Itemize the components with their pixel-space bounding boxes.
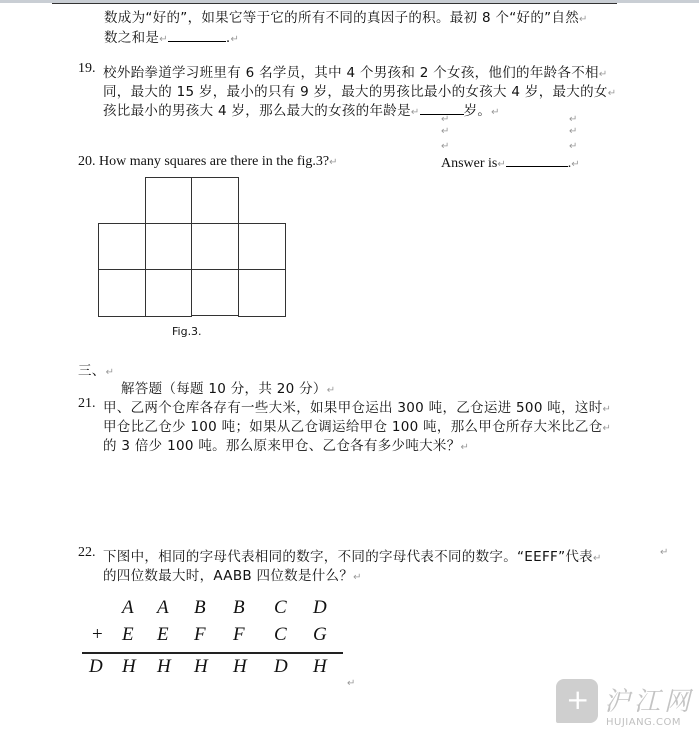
grid-square (145, 223, 192, 270)
section-number: 三、 (78, 363, 106, 379)
q19-line2 (103, 80, 616, 100)
q19-line1 (103, 61, 608, 81)
q20-answer: Answer is↵ .↵ (441, 156, 580, 171)
paragraph-mark-icon: ↵ (326, 385, 336, 396)
watermark-en-text: HUJIANG.COM (606, 717, 681, 728)
q21-line2 (103, 415, 611, 435)
digit-letter: H (122, 656, 136, 677)
digit-letter: H (157, 656, 171, 677)
answer-blank[interactable] (506, 154, 568, 167)
paragraph-mark-icon: ↵ (592, 553, 602, 564)
answer-label: Answer is (441, 156, 498, 171)
q19-text-3a: 孩比最小的男孩大 4 岁，那么最大的女孩的年龄是 (103, 103, 411, 119)
digit-letter: A (157, 597, 169, 618)
paragraph-mark-icon: ↵ (347, 678, 356, 689)
header-rule (52, 3, 617, 4)
grid-square (238, 223, 286, 270)
paragraph-mark-icon: ↵ (569, 126, 578, 137)
answer-blank[interactable] (168, 29, 226, 42)
paragraph-mark-icon: ↵ (602, 423, 612, 434)
grid-square (98, 223, 146, 270)
digit-letter: C (274, 624, 287, 645)
paragraph-mark-icon: ↵ (569, 114, 578, 125)
digit-letter: G (313, 624, 327, 645)
paragraph-mark-icon: ↵ (571, 159, 580, 170)
grid-square (145, 269, 192, 317)
figure-caption: Fig.3. (172, 325, 202, 338)
paragraph-mark-icon: ↵ (441, 114, 450, 125)
paragraph-mark-icon: ↵ (607, 88, 617, 99)
paragraph-mark-icon: ↵ (441, 141, 450, 152)
paragraph-mark-icon: ↵ (329, 157, 338, 168)
paragraph-mark-icon: ↵ (410, 107, 420, 118)
paragraph-mark-icon: ↵ (660, 547, 669, 558)
q21-number: 21. (78, 396, 96, 411)
digit-letter: B (233, 597, 245, 618)
paragraph-mark-icon: ↵ (460, 442, 470, 453)
q22-text-1: 下图中，相同的字母代表相同的数字，不同的字母代表不同的数字。“EEFF”代表 (103, 549, 593, 565)
q21-text-2: 甲仓比乙仓少 100 吨；如果从乙仓调运给甲仓 100 吨，那么甲仓所存大米比乙仓 (103, 419, 603, 435)
paragraph-mark-icon: ↵ (230, 34, 240, 45)
section-heading (78, 359, 114, 379)
paragraph-mark-icon: ↵ (159, 34, 168, 45)
grid-square (191, 177, 239, 224)
paragraph-mark-icon: ↵ (497, 159, 506, 170)
digit-letter: A (122, 597, 134, 618)
grid-square (145, 177, 192, 224)
watermark-cn-text: 沪江网 (604, 687, 695, 717)
q20-text: How many squares are there in the fig.3? (99, 154, 330, 169)
digit-letter: D (313, 597, 327, 618)
paragraph-mark-icon: ↵ (579, 14, 588, 25)
q18-text-2: 数之和是 (104, 30, 160, 46)
digit-letter: E (157, 624, 169, 645)
q18-line1 (104, 6, 588, 26)
hujiang-watermark (556, 675, 696, 733)
digit-letter: B (194, 597, 206, 618)
q19-text-2: 同，最大的 15 岁，最小的只有 9 岁，最大的男孩比最小的女孩大 4 岁，最大的女 (103, 84, 608, 100)
paragraph-mark-icon: ↵ (441, 126, 450, 137)
q20-question (78, 154, 338, 170)
q19-text-1: 校外跆拳道学习班里有 6 名学员，其中 4 个男孩和 2 个女孩，他们的年龄各不相 (103, 65, 599, 81)
digit-letter: E (122, 624, 134, 645)
paragraph-mark-icon: ↵ (105, 367, 115, 378)
q21-text-3: 的 3 倍少 100 吨。那么原来甲仓、乙仓各有多少吨大米？ (103, 438, 461, 454)
paragraph-mark-icon: ↵ (598, 69, 608, 80)
q22-number: 22. (78, 545, 96, 560)
q22-text-2: 的四位数最大时，AABB 四位数是什么？ (103, 568, 354, 584)
q18-line2: 数之和是↵ .↵ (104, 30, 240, 46)
grid-square (191, 269, 239, 316)
q22-line1 (103, 545, 602, 565)
grid-square (98, 269, 146, 317)
q22-line2 (103, 564, 362, 584)
digit-letter: D (274, 656, 288, 677)
sum-rule (82, 652, 343, 654)
paragraph-mark-icon: ↵ (491, 107, 500, 118)
digit-letter: F (233, 624, 245, 645)
q19-text-3b: 岁。 (463, 103, 492, 119)
plus-sign: + (92, 624, 103, 645)
q21-line3 (103, 434, 469, 454)
paragraph-mark-icon: ↵ (569, 141, 578, 152)
paragraph-mark-icon: ↵ (602, 404, 612, 415)
paragraph-mark-icon: ↵ (353, 572, 362, 583)
logo-glyph: + (566, 683, 590, 716)
section-subheading (121, 377, 335, 397)
q20-number: 20. (78, 154, 96, 169)
hujiang-logo-icon (556, 679, 598, 723)
q19-number: 19. (78, 61, 96, 76)
digit-letter: H (233, 656, 247, 677)
digit-letter: F (194, 624, 206, 645)
digit-letter: D (89, 656, 103, 677)
digit-letter: H (194, 656, 208, 677)
digit-letter: C (274, 597, 287, 618)
q21-line1 (103, 396, 611, 416)
q21-text-1: 甲、乙两个仓库各存有一些大米，如果甲仓运出 300 吨，乙仓运进 500 吨，这时 (103, 400, 603, 416)
digit-letter: H (313, 656, 327, 677)
grid-square (191, 223, 239, 270)
q18-text-1: 数成为“好的”，如果它等于它的所有不同的真因子的积。最初 8 个“好的”自然 (104, 10, 580, 26)
grid-square (238, 269, 286, 317)
section-title: 解答题（每题 10 分，共 20 分） (121, 381, 327, 397)
